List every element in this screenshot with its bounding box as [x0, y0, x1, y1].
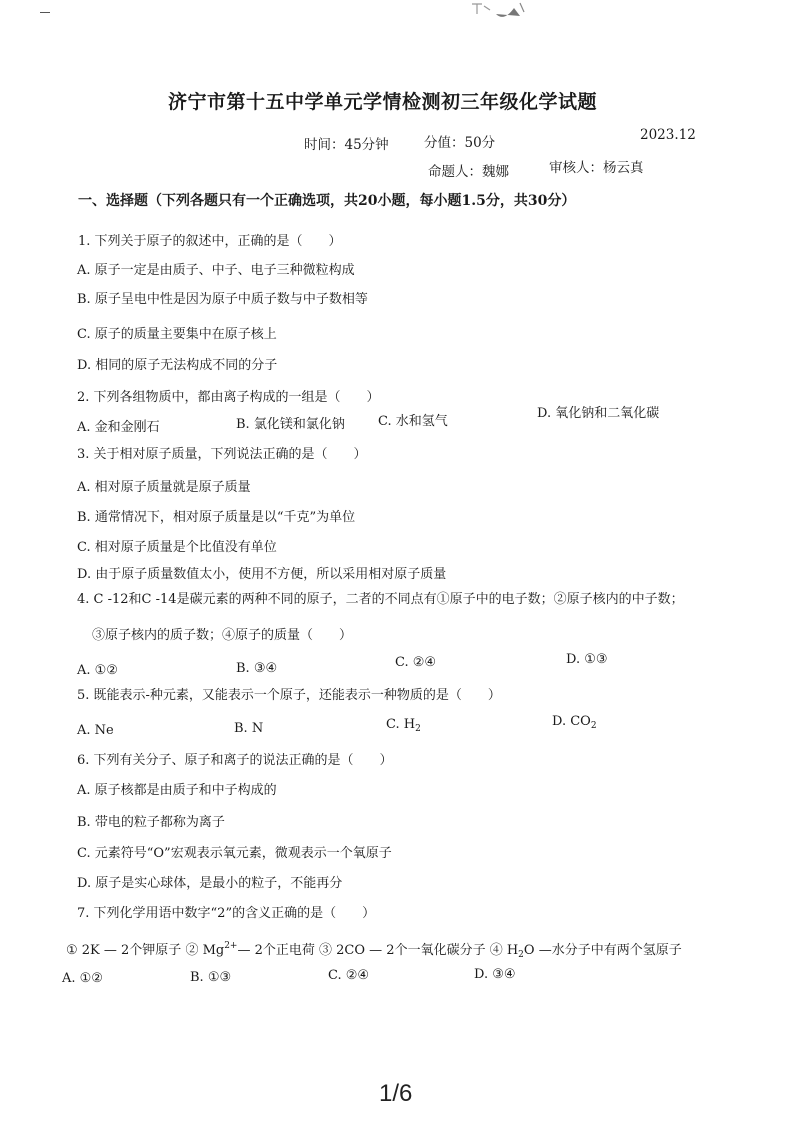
question-1-option-a: A. 原子一定是由质子、中子、电子三种微粒构成	[77, 263, 355, 278]
exam-reviewer: 审核人：杨云真	[549, 160, 644, 176]
question-5-option-d-subscript: 2	[590, 721, 597, 731]
exam-date: 2023.12	[640, 127, 696, 143]
question-3-stem: 3. 关于相对原子质量，下列说法正确的是（ ）	[77, 447, 367, 462]
question-1-option-b: B. 原子呈电中性是因为原子中质子数与中子数相等	[77, 292, 368, 307]
question-4-option-d: D. ①③	[566, 652, 608, 667]
question-1-option-c: C. 原子的质量主要集中在原子核上	[77, 327, 277, 342]
exam-score: 分值：50分	[424, 135, 496, 151]
question-5-option-b: B. N	[234, 721, 264, 736]
question-2-option-a: A. 金和金刚石	[77, 420, 160, 435]
question-1-option-d: D. 相同的原子无法构成不同的分子	[77, 358, 278, 373]
question-6-option-d: D. 原子是实心球体，是最小的粒子，不能再分	[77, 876, 343, 891]
question-7-statement-part-2: — 2个正电荷 ③ 2CO — 2个一氧化碳分子 ④ H	[237, 943, 519, 958]
question-3-option-a: A. 相对原子质量就是原子质量	[77, 480, 251, 495]
question-3-option-c: C. 相对原子质量是个比值没有单位	[77, 540, 277, 555]
question-5-option-c-text: C. H	[386, 717, 416, 732]
question-2-stem: 2. 下列各组物质中，都由离子构成的一组是（ ）	[77, 390, 380, 405]
question-4-stem-line-2: ③原子核内的质子数；④原子的质量（ ）	[92, 628, 353, 643]
question-5-option-d-text: D. CO	[552, 714, 591, 729]
question-3-option-b: B. 通常情况下，相对原子质量是以“千克”为单位	[77, 510, 356, 525]
question-2-option-d: D. 氧化钠和二氧化碳	[537, 406, 660, 421]
section-heading: 一、选择题（下列各题只有一个正确选项，共20小题，每小题1.5分，共30分）	[78, 193, 576, 209]
question-2-option-b: B. 氯化镁和氯化钠	[236, 417, 345, 432]
question-4-stem-line-1: 4. C -12和C -14是碳元素的两种不同的原子，二者的不同点有①原子中的电子数；②原子核内的中子数；	[77, 592, 684, 607]
question-4-option-b: B. ③④	[236, 661, 278, 676]
question-5-option-d	[552, 714, 597, 734]
question-6-stem: 6. 下列有关分子、原子和离子的说法正确的是（ ）	[77, 753, 393, 768]
question-7-subscript: 2	[518, 950, 524, 960]
question-7-option-c: C. ②④	[328, 968, 370, 983]
exam-title: 济宁市第十五中学单元学情检测初三年级化学试题	[168, 91, 598, 113]
question-5-option-c	[386, 717, 421, 737]
question-5-option-a: A. Ne	[77, 723, 114, 738]
question-6-option-a: A. 原子核都是由质子和中子构成的	[77, 783, 277, 798]
question-7-superscript: 2+	[224, 941, 238, 951]
stamp-mark-icon	[470, 0, 530, 22]
question-6-option-b: B. 带电的粒子都称为离子	[77, 815, 225, 830]
scan-mark	[40, 12, 50, 13]
question-4-option-c: C. ②④	[395, 655, 437, 670]
question-7-option-b: B. ①③	[190, 970, 232, 985]
question-5-option-c-subscript: 2	[415, 724, 421, 734]
exam-time: 时间：45分钟	[304, 137, 389, 153]
question-3-option-d: D. 由于原子质量数值太小，使用不方便，所以采用相对原子质量	[77, 567, 447, 582]
question-6-option-c: C. 元素符号“O”宏观表示氧元素，微观表示一个氧原子	[77, 846, 392, 861]
question-7-statements	[66, 938, 682, 963]
question-4-option-a: A. ①②	[77, 663, 118, 678]
question-7-statement-part-3: O —水分子中有两个氢原子	[523, 943, 682, 958]
exam-author: 命题人：魏娜	[428, 164, 509, 180]
question-5-stem: 5. 既能表示-种元素，又能表示一个原子，还能表示一种物质的是（ ）	[77, 688, 501, 703]
question-7-option-d: D. ③④	[474, 967, 516, 982]
question-7-statement-part-1: ① 2K — 2个钾原子 ② Mg	[66, 943, 225, 958]
page-number: 1/6	[379, 1080, 413, 1107]
question-2-option-c: C. 水和氢气	[378, 414, 448, 429]
question-1-stem: 1. 下列关于原子的叙述中，正确的是（ ）	[78, 234, 342, 249]
question-7-option-a: A. ①②	[62, 971, 103, 986]
question-7-stem: 7. 下列化学用语中数字“2”的含义正确的是（ ）	[77, 906, 376, 921]
